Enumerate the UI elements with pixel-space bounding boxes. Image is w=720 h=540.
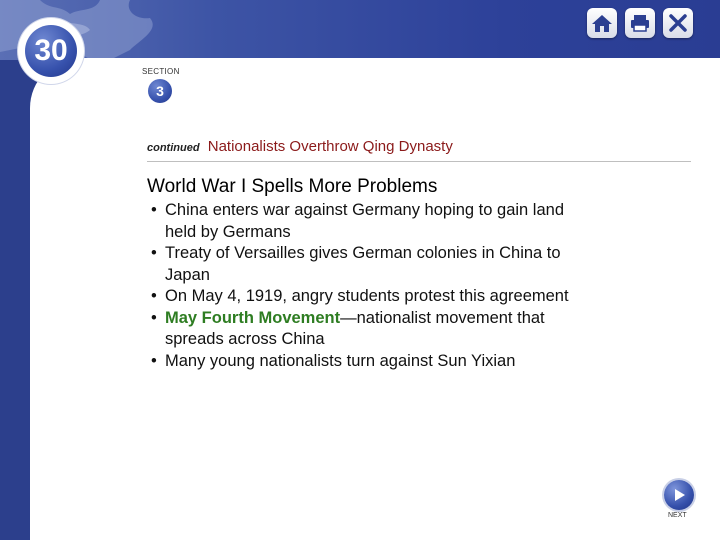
- divider: [147, 161, 691, 162]
- list-item: • Many young nationalists turn against Sun Yixian: [147, 351, 587, 373]
- subtitle-text: Nationalists Overthrow Qing Dynasty: [207, 138, 453, 155]
- next-button[interactable]: [664, 480, 694, 510]
- list-item: • Treaty of Versailles gives German colonies in China to Japan: [147, 243, 587, 286]
- close-button[interactable]: [663, 8, 693, 38]
- key-term: May Fourth Movement: [165, 308, 341, 327]
- chapter-number: 30: [25, 25, 77, 77]
- header-bar: [0, 0, 720, 60]
- print-button[interactable]: [625, 8, 655, 38]
- list-item: • China enters war against Germany hoping to gain land held by Germans: [147, 200, 587, 243]
- print-icon: [629, 13, 651, 33]
- chapter-badge: [18, 18, 84, 84]
- home-icon: [591, 13, 613, 33]
- section-label: SECTION: [142, 67, 180, 76]
- home-button[interactable]: [587, 8, 617, 38]
- page-subtitle: [147, 138, 453, 155]
- play-arrow-icon: [671, 487, 687, 503]
- list-item: • May Fourth Movement—nationalist movement that spreads across China: [147, 308, 587, 351]
- list-item: • On May 4, 1919, angry students protest this agreement: [147, 286, 587, 308]
- section-number-badge: 3: [148, 79, 172, 103]
- next-label[interactable]: NEXT: [668, 512, 687, 519]
- bullet-list: [147, 200, 587, 372]
- page-title: World War I Spells More Problems: [147, 176, 438, 197]
- continued-label: continued: [147, 142, 200, 154]
- close-icon: [668, 13, 688, 33]
